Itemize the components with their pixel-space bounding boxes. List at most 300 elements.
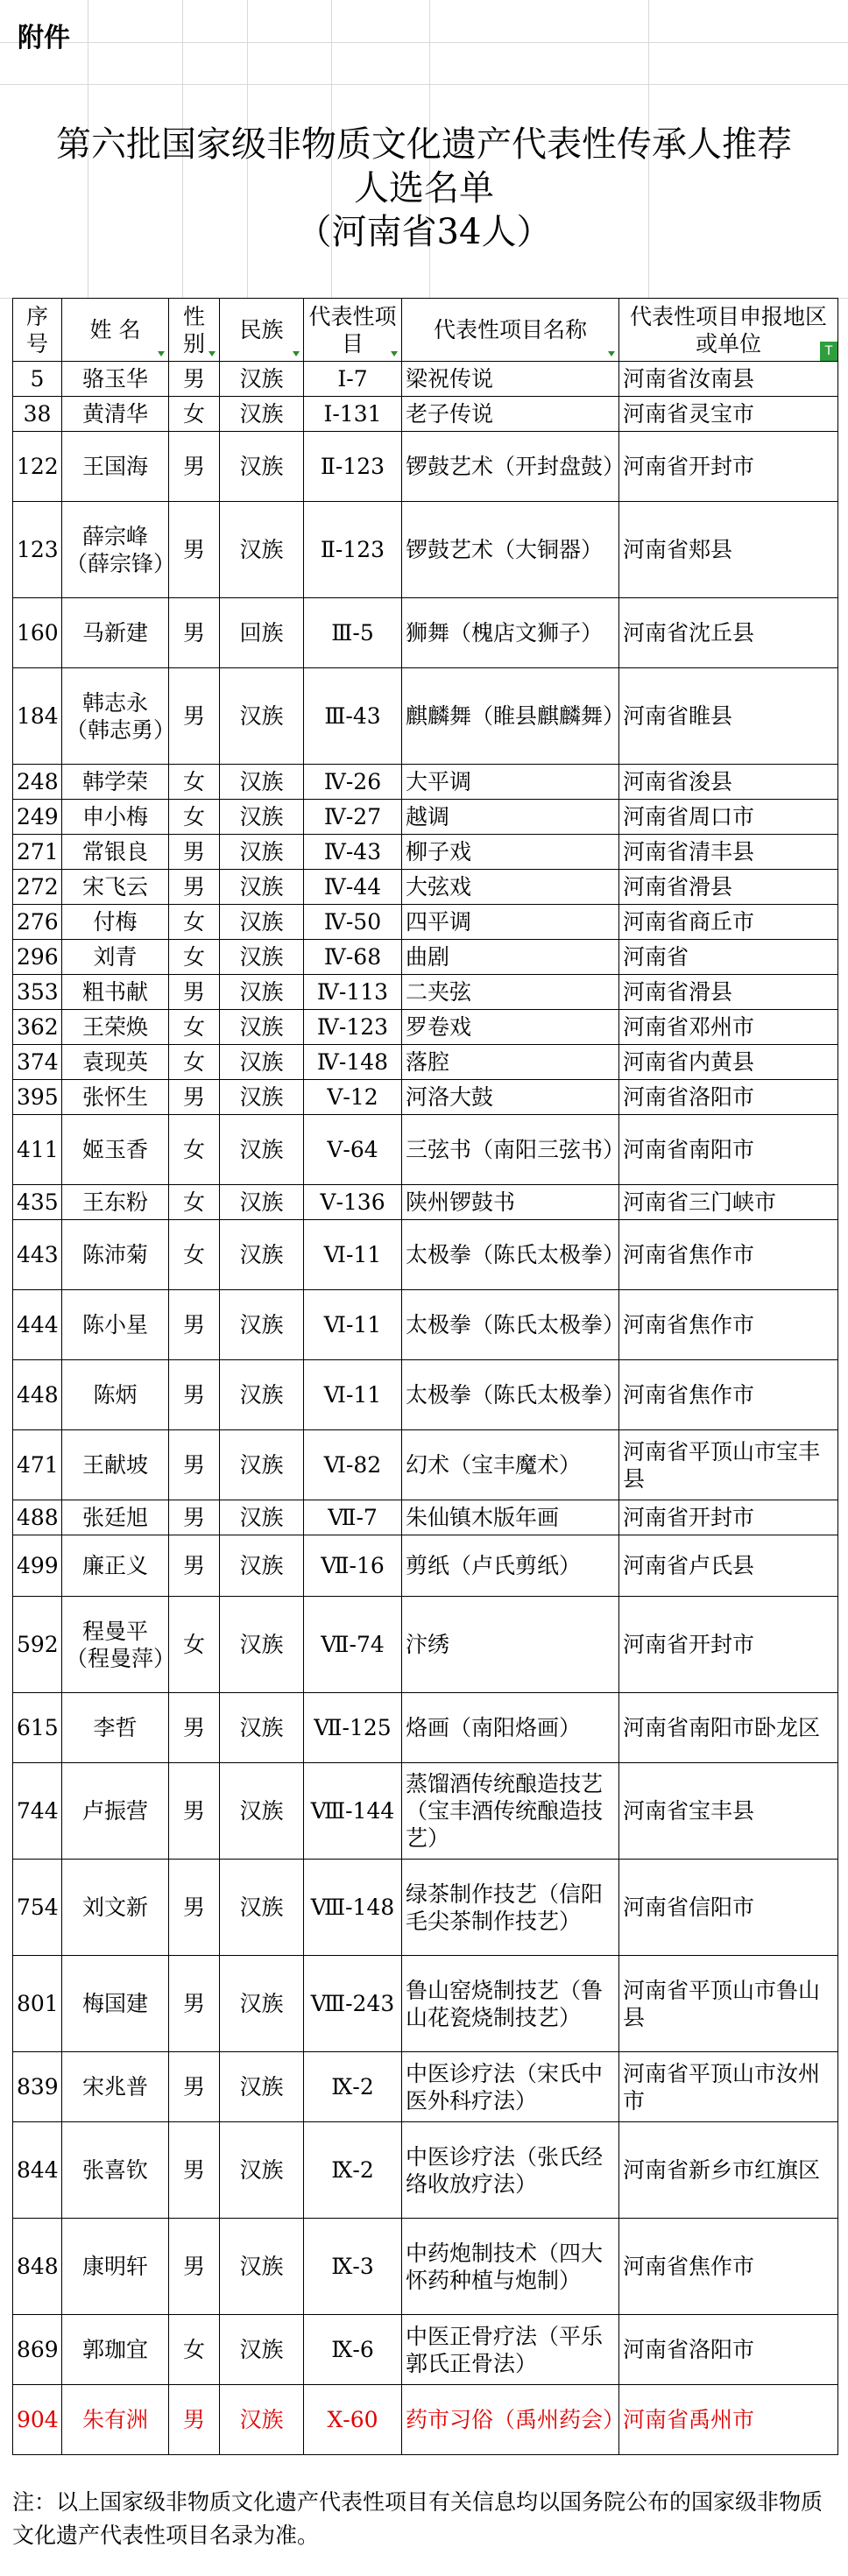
cell-no[interactable]: 839: [13, 2052, 62, 2122]
cell-ethnicity[interactable]: 汉族: [220, 502, 304, 598]
cell-name[interactable]: 姬玉香: [62, 1115, 169, 1185]
cell-sex[interactable]: 男: [169, 1290, 220, 1360]
cell-name[interactable]: 郭珈宜: [62, 2315, 169, 2385]
cell-no[interactable]: 471: [13, 1430, 62, 1500]
table-row: [13, 800, 838, 835]
cell-area[interactable]: 河南省焦作市: [619, 1220, 838, 1290]
col-header-code-label: 代表性项目: [308, 303, 397, 356]
cell-code[interactable]: Ⅵ-82: [304, 1430, 402, 1500]
cell-code[interactable]: Ⅷ-243: [304, 1956, 402, 2052]
cell-sex[interactable]: 男: [169, 2052, 220, 2122]
cell-name[interactable]: 程曼平（程曼萍）: [62, 1597, 169, 1693]
document-title: [0, 123, 848, 254]
filter-dropdown-icon[interactable]: [606, 349, 617, 359]
cell-code[interactable]: Ⅶ-74: [304, 1597, 402, 1693]
cell-ethnicity[interactable]: 汉族: [220, 2052, 304, 2122]
cell-no[interactable]: 271: [13, 835, 62, 870]
cell-ethnicity[interactable]: 汉族: [220, 1597, 304, 1693]
cell-area[interactable]: 河南省新乡市红旗区: [619, 2122, 838, 2219]
cell-code[interactable]: Ⅵ-11: [304, 1290, 402, 1360]
title-line-2: 人选名单: [354, 168, 494, 208]
cell-code[interactable]: Ⅳ-68: [304, 940, 402, 975]
filter-dropdown-icon[interactable]: [207, 349, 217, 359]
cell-no[interactable]: 272: [13, 870, 62, 905]
cell-no[interactable]: 123: [13, 502, 62, 598]
cell-name[interactable]: 陈沛菊: [62, 1220, 169, 1290]
cell-name[interactable]: 王荣焕: [62, 1010, 169, 1045]
cell-sex[interactable]: 男: [169, 2122, 220, 2219]
table-row: [13, 1500, 838, 1535]
cell-no[interactable]: 615: [13, 1693, 62, 1763]
col-header-code[interactable]: [304, 299, 402, 362]
cell-code[interactable]: Ⅸ-2: [304, 2052, 402, 2122]
cell-project[interactable]: 陕州锣鼓书: [402, 1185, 619, 1220]
table-row: [13, 1115, 838, 1185]
cell-code[interactable]: Ⅵ-11: [304, 1220, 402, 1290]
cell-name[interactable]: 王国海: [62, 432, 169, 502]
cell-sex[interactable]: 男: [169, 1360, 220, 1430]
cell-area[interactable]: 河南省郏县: [619, 502, 838, 598]
cell-area[interactable]: 河南省南阳市卧龙区: [619, 1693, 838, 1763]
cell-code[interactable]: Ⅱ-123: [304, 432, 402, 502]
cell-project[interactable]: 河洛大鼓: [402, 1080, 619, 1115]
table-row: [13, 1045, 838, 1080]
cell-project[interactable]: 汴绣: [402, 1597, 619, 1693]
annex-label: 附件: [18, 23, 70, 53]
cell-code[interactable]: Ⅳ-26: [304, 765, 402, 800]
cell-no[interactable]: 435: [13, 1185, 62, 1220]
cell-no[interactable]: 248: [13, 765, 62, 800]
cell-area[interactable]: 河南省睢县: [619, 668, 838, 765]
cell-name[interactable]: 张廷旭: [62, 1500, 169, 1535]
cell-project[interactable]: 柳子戏: [402, 835, 619, 870]
cell-area[interactable]: 河南省周口市: [619, 800, 838, 835]
table-row: [13, 2385, 838, 2455]
table-row: [13, 1080, 838, 1115]
cell-project[interactable]: 麒麟舞（睢县麒麟舞）: [402, 668, 619, 765]
cell-sex[interactable]: 男: [169, 975, 220, 1010]
table-row: [13, 1597, 838, 1693]
col-header-sex[interactable]: [169, 299, 220, 362]
cell-sex[interactable]: 女: [169, 765, 220, 800]
cell-no[interactable]: 249: [13, 800, 62, 835]
cell-no[interactable]: 411: [13, 1115, 62, 1185]
cell-name[interactable]: 李哲: [62, 1693, 169, 1763]
cell-area[interactable]: 河南省禹州市: [619, 2385, 838, 2455]
col-header-no-label: 序号: [25, 303, 48, 356]
cell-sex[interactable]: 女: [169, 905, 220, 940]
cell-code[interactable]: Ⅶ-16: [304, 1535, 402, 1597]
cell-project[interactable]: 中药炮制技术（四大怀药种植与炮制）: [402, 2219, 619, 2315]
cell-no[interactable]: 160: [13, 598, 62, 668]
col-header-sex-label: 性别: [182, 303, 205, 356]
filter-dropdown-icon[interactable]: [291, 349, 301, 359]
cell-ethnicity[interactable]: 汉族: [220, 1045, 304, 1080]
table-row: [13, 940, 838, 975]
cell-sex[interactable]: 男: [169, 1956, 220, 2052]
cell-no[interactable]: 488: [13, 1500, 62, 1535]
table-row: [13, 1220, 838, 1290]
cell-area[interactable]: 河南省焦作市: [619, 1290, 838, 1360]
cell-area[interactable]: 河南省平顶山市汝州市: [619, 2052, 838, 2122]
cell-name[interactable]: 梅国建: [62, 1956, 169, 2052]
cell-area[interactable]: 河南省洛阳市: [619, 1080, 838, 1115]
table-row: [13, 835, 838, 870]
cell-area[interactable]: 河南省滑县: [619, 870, 838, 905]
cell-ethnicity[interactable]: 汉族: [220, 835, 304, 870]
cell-sex[interactable]: 女: [169, 1185, 220, 1220]
cell-name[interactable]: 王献坡: [62, 1430, 169, 1500]
col-header-ethnicity-label: 民族: [239, 317, 284, 342]
cell-sex[interactable]: 男: [169, 1080, 220, 1115]
table-row: [13, 502, 838, 598]
cell-area[interactable]: 河南省三门峡市: [619, 1185, 838, 1220]
cell-no[interactable]: 444: [13, 1290, 62, 1360]
cell-project[interactable]: 剪纸（卢氏剪纸）: [402, 1535, 619, 1597]
table-row: [13, 362, 838, 397]
cell-no[interactable]: 869: [13, 2315, 62, 2385]
cell-code[interactable]: Ⅴ-64: [304, 1115, 402, 1185]
cell-no[interactable]: 844: [13, 2122, 62, 2219]
cell-project[interactable]: 朱仙镇木版年画: [402, 1500, 619, 1535]
table-row: [13, 1956, 838, 2052]
cell-sex[interactable]: 男: [169, 362, 220, 397]
cell-no[interactable]: 801: [13, 1956, 62, 2052]
cell-ethnicity[interactable]: 汉族: [220, 1115, 304, 1185]
cell-sex[interactable]: 男: [169, 1763, 220, 1860]
table-row: [13, 2122, 838, 2219]
cell-area[interactable]: 河南省浚县: [619, 765, 838, 800]
cell-no[interactable]: 122: [13, 432, 62, 502]
cell-name[interactable]: 廉正义: [62, 1535, 169, 1597]
cell-no[interactable]: 744: [13, 1763, 62, 1860]
cell-name[interactable]: 康明轩: [62, 2219, 169, 2315]
cell-name[interactable]: 张怀生: [62, 1080, 169, 1115]
cell-code[interactable]: Ⅳ-44: [304, 870, 402, 905]
cell-ethnicity[interactable]: 汉族: [220, 940, 304, 975]
filter-dropdown-icon[interactable]: [389, 349, 399, 359]
cell-code[interactable]: Ⅰ-7: [304, 362, 402, 397]
cell-area[interactable]: 河南省开封市: [619, 1500, 838, 1535]
cell-ethnicity[interactable]: 汉族: [220, 1080, 304, 1115]
cell-sex[interactable]: 男: [169, 870, 220, 905]
cell-code[interactable]: Ⅲ-5: [304, 598, 402, 668]
cell-ethnicity[interactable]: 汉族: [220, 1693, 304, 1763]
cell-ethnicity[interactable]: 汉族: [220, 1185, 304, 1220]
cell-sex[interactable]: 男: [169, 2219, 220, 2315]
col-header-project-label: 代表性项目名称: [433, 317, 587, 342]
cell-area[interactable]: 河南省开封市: [619, 432, 838, 502]
cell-sex[interactable]: 女: [169, 1045, 220, 1080]
cell-area[interactable]: 河南省汝南县: [619, 362, 838, 397]
cell-code[interactable]: Ⅳ-148: [304, 1045, 402, 1080]
cell-code[interactable]: Ⅸ-2: [304, 2122, 402, 2219]
cell-sex[interactable]: 女: [169, 397, 220, 432]
cell-ethnicity[interactable]: 汉族: [220, 1360, 304, 1430]
cell-sex[interactable]: 男: [169, 1860, 220, 1956]
cell-project[interactable]: 鲁山窑烧制技艺（鲁山花瓷烧制技艺）: [402, 1956, 619, 2052]
cell-code[interactable]: Ⅶ-7: [304, 1500, 402, 1535]
cell-project[interactable]: 药市习俗（禹州药会）: [402, 2385, 619, 2455]
cell-ethnicity[interactable]: 汉族: [220, 1956, 304, 2052]
cell-code[interactable]: Ⅳ-50: [304, 905, 402, 940]
cell-code[interactable]: Ⅷ-144: [304, 1763, 402, 1860]
col-header-no[interactable]: [13, 299, 62, 362]
cell-project[interactable]: 越调: [402, 800, 619, 835]
cell-project[interactable]: 曲剧: [402, 940, 619, 975]
cell-area[interactable]: 河南省洛阳市: [619, 2315, 838, 2385]
cell-sex[interactable]: 女: [169, 1597, 220, 1693]
cell-area[interactable]: 河南省信阳市: [619, 1860, 838, 1956]
cell-project[interactable]: 太极拳（陈氏太极拳）: [402, 1360, 619, 1430]
table-row: [13, 1535, 838, 1597]
cell-ethnicity[interactable]: 汉族: [220, 2315, 304, 2385]
cell-ethnicity[interactable]: 汉族: [220, 870, 304, 905]
cell-area[interactable]: 河南省宝丰县: [619, 1763, 838, 1860]
cell-ethnicity[interactable]: 汉族: [220, 1763, 304, 1860]
cell-name[interactable]: 陈炳: [62, 1360, 169, 1430]
table-row: [13, 668, 838, 765]
cell-ethnicity[interactable]: 汉族: [220, 1500, 304, 1535]
cell-ethnicity[interactable]: 汉族: [220, 362, 304, 397]
cell-name[interactable]: 袁现英: [62, 1045, 169, 1080]
cell-ethnicity[interactable]: 回族: [220, 598, 304, 668]
col-header-name[interactable]: [62, 299, 169, 362]
cell-no[interactable]: 353: [13, 975, 62, 1010]
title-line-3: （河南省34人）: [296, 212, 552, 252]
cell-project[interactable]: 二夹弦: [402, 975, 619, 1010]
cell-project[interactable]: 太极拳（陈氏太极拳）: [402, 1290, 619, 1360]
cell-area[interactable]: 河南省焦作市: [619, 2219, 838, 2315]
cell-ethnicity[interactable]: 汉族: [220, 800, 304, 835]
table-body: [13, 362, 838, 2455]
cell-ethnicity[interactable]: 汉族: [220, 2122, 304, 2219]
cell-code[interactable]: Ⅵ-11: [304, 1360, 402, 1430]
table-row: [13, 1430, 838, 1500]
cell-area[interactable]: 河南省平顶山市宝丰县: [619, 1430, 838, 1500]
cell-sex[interactable]: 女: [169, 1220, 220, 1290]
cell-name[interactable]: 马新建: [62, 598, 169, 668]
cell-name[interactable]: 刘文新: [62, 1860, 169, 1956]
cell-project[interactable]: 老子传说: [402, 397, 619, 432]
cell-code[interactable]: Ⅸ-6: [304, 2315, 402, 2385]
cell-project[interactable]: 落腔: [402, 1045, 619, 1080]
cell-sex[interactable]: 男: [169, 598, 220, 668]
cell-ethnicity[interactable]: 汉族: [220, 905, 304, 940]
footnote: 注：以上国家级非物质文化遗产代表性项目有关信息均以国务院公布的国家级非物质文化遗产代表性项目名录为准。: [12, 2489, 823, 2548]
cell-ethnicity[interactable]: 汉族: [220, 1290, 304, 1360]
cell-name[interactable]: 刘青: [62, 940, 169, 975]
cell-code[interactable]: Ⅰ-131: [304, 397, 402, 432]
filter-dropdown-icon[interactable]: [156, 349, 166, 359]
cell-name[interactable]: 韩学荣: [62, 765, 169, 800]
cell-code[interactable]: Ⅲ-43: [304, 668, 402, 765]
cell-project[interactable]: 绿茶制作技艺（信阳毛尖茶制作技艺）: [402, 1860, 619, 1956]
cell-ethnicity[interactable]: 汉族: [220, 432, 304, 502]
cell-area[interactable]: 河南省清丰县: [619, 835, 838, 870]
cell-no[interactable]: 904: [13, 2385, 62, 2455]
cell-project[interactable]: 锣鼓艺术（大铜器）: [402, 502, 619, 598]
cell-code[interactable]: Ⅴ-136: [304, 1185, 402, 1220]
inheritor-table: [12, 298, 838, 2455]
cell-sex[interactable]: 女: [169, 940, 220, 975]
cell-area[interactable]: 河南省灵宝市: [619, 397, 838, 432]
table-row: [13, 1693, 838, 1763]
cell-name[interactable]: 薛宗峰（薛宗锋）: [62, 502, 169, 598]
cell-project[interactable]: 中医诊疗法（宋氏中医外科疗法）: [402, 2052, 619, 2122]
col-header-area[interactable]: [619, 299, 838, 362]
cell-ethnicity[interactable]: 汉族: [220, 1220, 304, 1290]
cell-ethnicity[interactable]: 汉族: [220, 765, 304, 800]
header-row: [13, 299, 838, 362]
cell-sex[interactable]: 男: [169, 835, 220, 870]
table-row: [13, 1360, 838, 1430]
cell-no[interactable]: 276: [13, 905, 62, 940]
cell-name[interactable]: 宋飞云: [62, 870, 169, 905]
cell-sex[interactable]: 男: [169, 2385, 220, 2455]
cell-no[interactable]: 395: [13, 1080, 62, 1115]
cell-project[interactable]: 幻术（宝丰魔术）: [402, 1430, 619, 1500]
cell-code[interactable]: Ⅴ-12: [304, 1080, 402, 1115]
cell-area[interactable]: 河南省邓州市: [619, 1010, 838, 1045]
gridline: [0, 42, 848, 43]
cell-ethnicity[interactable]: 汉族: [220, 1010, 304, 1045]
cell-no[interactable]: 362: [13, 1010, 62, 1045]
cell-no[interactable]: 443: [13, 1220, 62, 1290]
cell-name[interactable]: 王东粉: [62, 1185, 169, 1220]
table-row: [13, 975, 838, 1010]
cell-sex[interactable]: 男: [169, 1693, 220, 1763]
cell-code[interactable]: Ⅳ-123: [304, 1010, 402, 1045]
table-row: [13, 598, 838, 668]
cell-project[interactable]: 锣鼓艺术（开封盘鼓）: [402, 432, 619, 502]
cell-name[interactable]: 付梅: [62, 905, 169, 940]
cell-project[interactable]: 四平调: [402, 905, 619, 940]
cell-no[interactable]: 38: [13, 397, 62, 432]
cell-ethnicity[interactable]: 汉族: [220, 2385, 304, 2455]
cell-no[interactable]: 374: [13, 1045, 62, 1080]
cell-project[interactable]: 狮舞（槐店文狮子）: [402, 598, 619, 668]
cell-ethnicity[interactable]: 汉族: [220, 1430, 304, 1500]
cell-no[interactable]: 296: [13, 940, 62, 975]
table-row: [13, 1763, 838, 1860]
cell-name[interactable]: 申小梅: [62, 800, 169, 835]
cell-project[interactable]: 烙画（南阳烙画）: [402, 1693, 619, 1763]
cell-name[interactable]: 张喜钦: [62, 2122, 169, 2219]
cell-project[interactable]: 中医正骨疗法（平乐郭氏正骨法）: [402, 2315, 619, 2385]
cell-project[interactable]: 三弦书（南阳三弦书）: [402, 1115, 619, 1185]
table-row: [13, 2052, 838, 2122]
cell-project[interactable]: 大弦戏: [402, 870, 619, 905]
cell-ethnicity[interactable]: 汉族: [220, 397, 304, 432]
cell-area[interactable]: 河南省: [619, 940, 838, 975]
cell-code[interactable]: Ⅷ-148: [304, 1860, 402, 1956]
cell-code[interactable]: Ⅸ-3: [304, 2219, 402, 2315]
cell-name[interactable]: 宋兆普: [62, 2052, 169, 2122]
cell-name[interactable]: 骆玉华: [62, 362, 169, 397]
cell-project[interactable]: 蒸馏酒传统酿造技艺（宝丰酒传统酿造技艺）: [402, 1763, 619, 1860]
cell-ethnicity[interactable]: 汉族: [220, 2219, 304, 2315]
filter-active-icon[interactable]: T: [820, 342, 837, 361]
table-row: [13, 2219, 838, 2315]
cell-code[interactable]: Ⅹ-60: [304, 2385, 402, 2455]
cell-sex[interactable]: 女: [169, 1010, 220, 1045]
table-row: [13, 1010, 838, 1045]
cell-name[interactable]: 韩志永（韩志勇）: [62, 668, 169, 765]
cell-name[interactable]: 陈小星: [62, 1290, 169, 1360]
cell-no[interactable]: 499: [13, 1535, 62, 1597]
cell-name[interactable]: 黄清华: [62, 397, 169, 432]
cell-area[interactable]: 河南省沈丘县: [619, 598, 838, 668]
col-header-ethnicity[interactable]: [220, 299, 304, 362]
table-row: [13, 870, 838, 905]
cell-project[interactable]: 梁祝传说: [402, 362, 619, 397]
cell-no[interactable]: 184: [13, 668, 62, 765]
cell-sex[interactable]: 女: [169, 800, 220, 835]
cell-area[interactable]: 河南省平顶山市鲁山县: [619, 1956, 838, 2052]
cell-no[interactable]: 754: [13, 1860, 62, 1956]
table-row: [13, 1860, 838, 1956]
cell-project[interactable]: 太极拳（陈氏太极拳）: [402, 1220, 619, 1290]
cell-ethnicity[interactable]: 汉族: [220, 1860, 304, 1956]
cell-code[interactable]: Ⅱ-123: [304, 502, 402, 598]
cell-sex[interactable]: 女: [169, 2315, 220, 2385]
table-row: [13, 1185, 838, 1220]
cell-name[interactable]: 粗书献: [62, 975, 169, 1010]
col-header-project[interactable]: [402, 299, 619, 362]
cell-code[interactable]: Ⅳ-113: [304, 975, 402, 1010]
cell-sex[interactable]: 男: [169, 502, 220, 598]
table-row: [13, 397, 838, 432]
cell-sex[interactable]: 男: [169, 1535, 220, 1597]
cell-sex[interactable]: 男: [169, 432, 220, 502]
gridline: [0, 84, 848, 85]
cell-code[interactable]: Ⅶ-125: [304, 1693, 402, 1763]
table-row: [13, 2315, 838, 2385]
table-row: [13, 765, 838, 800]
cell-sex[interactable]: 男: [169, 1500, 220, 1535]
cell-no[interactable]: 5: [13, 362, 62, 397]
cell-area[interactable]: 河南省南阳市: [619, 1115, 838, 1185]
col-header-area-label: 代表性项目申报地区或单位: [629, 303, 827, 356]
cell-area[interactable]: 河南省内黄县: [619, 1045, 838, 1080]
cell-area[interactable]: 河南省商丘市: [619, 905, 838, 940]
cell-area[interactable]: 河南省焦作市: [619, 1360, 838, 1430]
cell-ethnicity[interactable]: 汉族: [220, 975, 304, 1010]
cell-name[interactable]: 朱有洲: [62, 2385, 169, 2455]
cell-name[interactable]: 卢振营: [62, 1763, 169, 1860]
cell-project[interactable]: 大平调: [402, 765, 619, 800]
cell-no[interactable]: 592: [13, 1597, 62, 1693]
cell-area[interactable]: 河南省卢氏县: [619, 1535, 838, 1597]
cell-project[interactable]: 罗卷戏: [402, 1010, 619, 1045]
table-row: [13, 1290, 838, 1360]
cell-area[interactable]: 河南省滑县: [619, 975, 838, 1010]
cell-ethnicity[interactable]: 汉族: [220, 1535, 304, 1597]
cell-sex[interactable]: 男: [169, 668, 220, 765]
cell-project[interactable]: 中医诊疗法（张氏经络收放疗法）: [402, 2122, 619, 2219]
cell-name[interactable]: 常银良: [62, 835, 169, 870]
cell-no[interactable]: 448: [13, 1360, 62, 1430]
cell-sex[interactable]: 女: [169, 1115, 220, 1185]
cell-ethnicity[interactable]: 汉族: [220, 668, 304, 765]
cell-no[interactable]: 848: [13, 2219, 62, 2315]
cell-sex[interactable]: 男: [169, 1430, 220, 1500]
cell-area[interactable]: 河南省开封市: [619, 1597, 838, 1693]
title-line-1: 第六批国家级非物质文化遗产代表性传承人推荐: [56, 124, 792, 165]
cell-code[interactable]: Ⅳ-43: [304, 835, 402, 870]
cell-code[interactable]: Ⅳ-27: [304, 800, 402, 835]
